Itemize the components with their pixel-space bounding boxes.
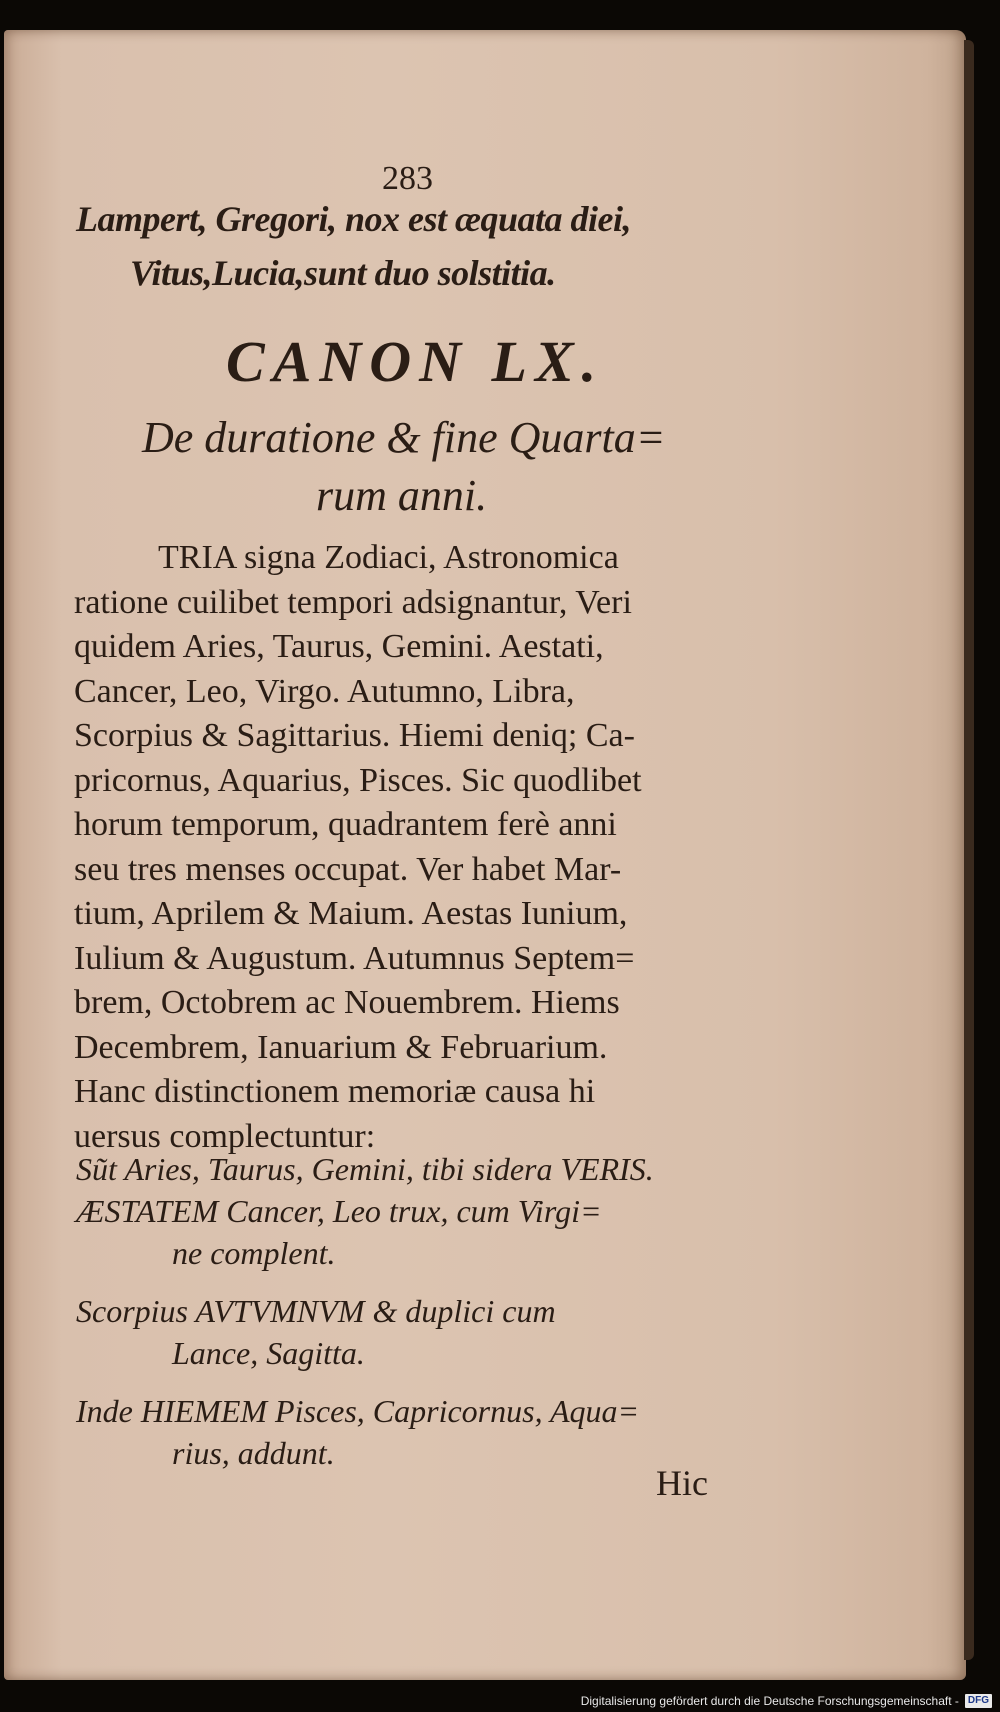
section-subheading-line-1: De duratione & fine Quarta= — [142, 413, 666, 462]
section-heading: CANON LX. — [226, 329, 605, 394]
body-line: pricornus, Aquarius, Pisces. Sic quodlibet — [74, 761, 642, 799]
body-line: ratione cuilibet tempori adsignantur, Veri — [74, 583, 632, 621]
book-page — [4, 30, 966, 1680]
body-line: TRIA signa Zodiaci, Astronomica — [158, 539, 619, 576]
verse-line: Lance, Sagitta. — [172, 1335, 365, 1371]
body-line: horum temporum, quadrantem ferè anni — [74, 806, 617, 843]
digitization-footer — [581, 1693, 992, 1709]
verse-line: Inde HIEMEM Pisces, Capricornus, Aqua= — [76, 1393, 640, 1429]
body-line: Decembrem, Ianuarium & Februarium. — [74, 1028, 608, 1066]
body-line: brem, Octobrem ac Nouembrem. Hiems — [74, 984, 620, 1021]
body-line: quidem Aries, Taurus, Gemini. Aestati, — [74, 628, 604, 665]
funding-notice: Digitalisierung gefördert durch die Deutsche Forschungsgemeinschaft - — [580, 1694, 959, 1708]
dfg-logo-icon: DFG — [965, 1694, 992, 1708]
verse-line: rius, addunt. — [172, 1435, 335, 1471]
verse-line: ne complent. — [172, 1235, 336, 1271]
header-verse-line-1: Lampert, Gregori, nox est æquata diei, — [76, 199, 631, 239]
body-line: Iulium & Augustum. Autumnus Septem= — [74, 939, 635, 977]
body-line: Hanc distinctionem memoriæ causa hi — [74, 1073, 596, 1110]
mnemonic-verse — [76, 1148, 654, 1474]
body-line: uersus complectuntur: — [74, 1117, 376, 1155]
body-line: Cancer, Leo, Virgo. Autumno, Libra, — [74, 672, 575, 710]
page-number: 283 — [382, 160, 433, 197]
section-subheading-line-2: rum anni. — [316, 471, 488, 520]
body-line: tium, Aprilem & Maium. Aestas Iunium, — [74, 895, 628, 932]
verse-line: Scorpius AVTVMNVM & duplici cum — [76, 1293, 556, 1329]
body-text — [74, 536, 754, 1159]
verse-line: ÆSTATEM Cancer, Leo trux, cum Virgi= — [76, 1193, 602, 1229]
verse-line: Sũt Aries, Taurus, Gemini, tibi sidera VERIS. — [76, 1151, 654, 1187]
header-verse-line-2: Vitus,Lucia,sunt duo solstitia. — [130, 253, 556, 293]
body-line: Scorpius & Sagittarius. Hiemi deniq; Ca- — [74, 717, 635, 754]
catchword: Hic — [656, 1463, 708, 1503]
page-edge — [964, 40, 974, 1660]
body-line: seu tres menses occupat. Ver habet Mar- — [74, 850, 622, 888]
